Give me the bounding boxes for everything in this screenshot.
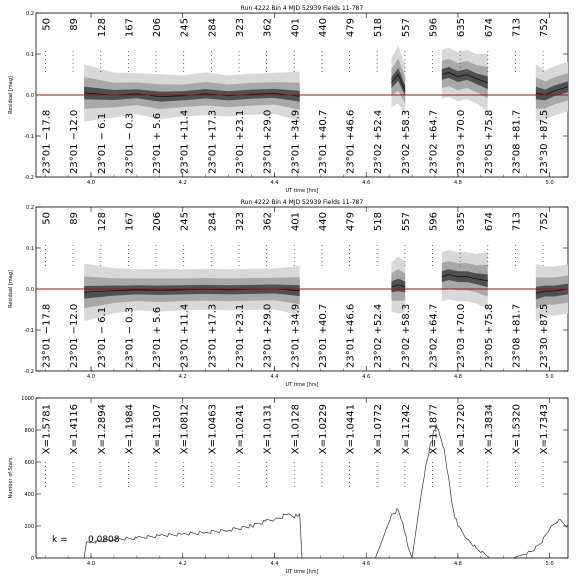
field-number-label: 128 bbox=[96, 212, 108, 232]
airmass-label: X=1.0241 bbox=[234, 404, 246, 455]
field-coordinate-label: 23°02 +52.4 bbox=[373, 303, 385, 368]
field-number-label: 323 bbox=[234, 18, 246, 38]
residual-core-band bbox=[391, 279, 405, 293]
field-number-label: 245 bbox=[179, 212, 191, 232]
field-number-label: 674 bbox=[483, 212, 495, 232]
field-number-label: 50 bbox=[41, 18, 53, 31]
x-tick-label: 5.0 bbox=[545, 180, 554, 186]
x-tick-label: 5.0 bbox=[545, 561, 554, 567]
y-tick-label: 0.0 bbox=[26, 287, 34, 293]
airmass-label: X=1.1307 bbox=[152, 404, 164, 455]
field-number-label: 245 bbox=[179, 18, 191, 38]
field-coordinate-label: 23°01 −12.0 bbox=[69, 109, 81, 174]
field-number-label: 206 bbox=[152, 212, 164, 232]
field-number-label: 479 bbox=[345, 212, 357, 232]
extinction-k-value: 0.0808 bbox=[88, 535, 120, 545]
x-tick-label: 4.4 bbox=[270, 561, 279, 567]
field-coordinate-label: 23°01 +23.1 bbox=[234, 109, 246, 174]
y-tick-label: 1000 bbox=[21, 396, 34, 402]
field-number-label: 557 bbox=[400, 212, 412, 232]
airmass-label: X=1.2894 bbox=[96, 404, 108, 455]
field-coordinate-label: 23°02 +64.7 bbox=[428, 303, 440, 368]
airmass-label: X=1.3834 bbox=[483, 403, 495, 455]
field-number-label: 362 bbox=[262, 18, 274, 38]
x-tick-label: 5.0 bbox=[545, 374, 554, 380]
field-coordinate-label: 23°02 +64.7 bbox=[428, 109, 440, 174]
field-number-label: 713 bbox=[511, 18, 523, 38]
field-coordinate-label: 23°01 +40.7 bbox=[317, 303, 329, 368]
x-tick-label: 4.6 bbox=[362, 374, 371, 380]
field-number-label: 713 bbox=[511, 212, 523, 232]
y-tick-label: -0.1 bbox=[24, 134, 34, 140]
y-axis-label: Residual [mag] bbox=[8, 76, 14, 114]
field-coordinate-label: 23°01 + 5.6 bbox=[152, 306, 164, 368]
field-coordinate-label: 23°03 +70.0 bbox=[456, 303, 468, 368]
field-coordinate-label: 23°01 +17.3 bbox=[207, 109, 219, 174]
y-tick-label: 400 bbox=[24, 492, 34, 498]
field-number-label: 752 bbox=[539, 212, 551, 232]
field-coordinate-label: 23°01 +29.0 bbox=[262, 109, 274, 174]
field-coordinate-label: 23°01 +40.7 bbox=[317, 109, 329, 174]
extinction-k-label: k = bbox=[52, 535, 68, 545]
airmass-label: X=1.5320 bbox=[511, 404, 523, 455]
field-number-label: 518 bbox=[373, 212, 385, 232]
airmass-label: X=1.0441 bbox=[345, 404, 357, 455]
field-coordinate-label: 23°01 +11.4 bbox=[179, 303, 191, 368]
x-tick-label: 4.6 bbox=[362, 561, 371, 567]
x-tick-label: 4.4 bbox=[270, 180, 279, 186]
y-tick-label: 0.1 bbox=[26, 52, 34, 58]
field-number-label: 557 bbox=[400, 18, 412, 38]
field-coordinate-label: 23°08 +81.7 bbox=[511, 109, 523, 174]
field-number-label: 284 bbox=[207, 212, 219, 232]
field-number-label: 479 bbox=[345, 18, 357, 38]
y-tick-label: -0.1 bbox=[24, 328, 34, 334]
x-tick-label: 4.0 bbox=[87, 180, 96, 186]
x-tick-label: 4.8 bbox=[453, 180, 462, 186]
airmass-label: X=1.0772 bbox=[373, 404, 385, 455]
x-tick-label: 4.2 bbox=[178, 374, 187, 380]
field-number-label: 518 bbox=[373, 18, 385, 38]
x-tick-label: 4.2 bbox=[178, 561, 187, 567]
field-number-label: 89 bbox=[69, 212, 81, 225]
x-axis-label: UT time [hrs] bbox=[285, 569, 319, 575]
airmass-label: X=1.0229 bbox=[317, 404, 329, 455]
airmass-label: X=1.1242 bbox=[400, 404, 412, 455]
field-coordinate-label: 23°05 +75.8 bbox=[483, 109, 495, 174]
y-tick-label: 0.2 bbox=[26, 11, 34, 17]
field-number-label: 89 bbox=[69, 18, 81, 31]
field-number-label: 596 bbox=[428, 212, 440, 232]
field-coordinate-label: 23°02 +58.3 bbox=[400, 109, 412, 174]
field-coordinate-label: 23°01 − 6.1 bbox=[96, 112, 108, 174]
airmass-label: X=1.1877 bbox=[428, 404, 440, 455]
y-tick-label: 0.1 bbox=[26, 246, 34, 252]
airmass-label: X=1.0128 bbox=[290, 404, 302, 455]
airmass-label: X=1.7343 bbox=[539, 404, 551, 455]
field-coordinate-label: 23°01 +34.9 bbox=[290, 303, 302, 368]
panel-title: Run 4222 Bin 4 MJD 52939 Fields 11-787 bbox=[240, 5, 364, 12]
field-coordinate-label: 23°01 +17.3 bbox=[207, 303, 219, 368]
y-tick-label: 0.0 bbox=[26, 93, 34, 99]
x-axis-label: UT time [hrs] bbox=[285, 188, 319, 194]
field-number-label: 401 bbox=[290, 18, 302, 38]
y-tick-label: 200 bbox=[24, 524, 34, 530]
field-coordinate-label: 23°01 +29.0 bbox=[262, 303, 274, 368]
x-tick-label: 4.0 bbox=[87, 374, 96, 380]
field-number-label: 440 bbox=[317, 18, 329, 38]
field-number-label: 323 bbox=[234, 212, 246, 232]
field-number-label: 362 bbox=[262, 212, 274, 232]
field-coordinate-label: 23°01 −12.0 bbox=[69, 303, 81, 368]
field-number-label: 167 bbox=[124, 18, 136, 38]
x-tick-label: 4.0 bbox=[87, 561, 96, 567]
x-tick-label: 4.8 bbox=[453, 561, 462, 567]
field-coordinate-label: 23°02 +58.3 bbox=[400, 303, 412, 368]
field-coordinate-label: 23°01 + 5.6 bbox=[152, 112, 164, 174]
field-coordinate-label: 23°01 −17.8 bbox=[41, 109, 53, 174]
field-number-label: 752 bbox=[539, 18, 551, 38]
field-number-label: 635 bbox=[456, 18, 468, 38]
field-coordinate-label: 23°05 +75.8 bbox=[483, 303, 495, 368]
field-coordinate-label: 23°30 +87.5 bbox=[539, 303, 551, 368]
field-coordinate-label: 23°08 +81.7 bbox=[511, 303, 523, 368]
field-number-label: 167 bbox=[124, 212, 136, 232]
airmass-label: X=1.1984 bbox=[124, 404, 136, 455]
airmass-label: X=1.4116 bbox=[69, 404, 81, 455]
field-number-label: 635 bbox=[456, 212, 468, 232]
airmass-label: X=1.2720 bbox=[456, 404, 468, 455]
field-coordinate-label: 23°02 +52.4 bbox=[373, 109, 385, 174]
field-number-label: 401 bbox=[290, 212, 302, 232]
field-coordinate-label: 23°01 +34.9 bbox=[290, 109, 302, 174]
x-axis-label: UT time [hrs] bbox=[285, 382, 319, 388]
star-count-panel bbox=[8, 396, 568, 575]
field-coordinate-label: 23°30 +87.5 bbox=[539, 109, 551, 174]
residual-panel-middle bbox=[8, 199, 568, 388]
field-coordinate-label: 23°01 +46.6 bbox=[345, 109, 357, 174]
x-tick-label: 4.2 bbox=[178, 180, 187, 186]
field-coordinate-label: 23°01 +23.1 bbox=[234, 303, 246, 368]
airmass-label: X=1.5781 bbox=[41, 404, 53, 455]
airmass-label: X=1.0812 bbox=[179, 404, 191, 455]
x-tick-label: 4.8 bbox=[453, 374, 462, 380]
field-coordinate-label: 23°03 +70.0 bbox=[456, 109, 468, 174]
field-number-label: 50 bbox=[41, 212, 53, 225]
field-number-label: 206 bbox=[152, 18, 164, 38]
y-tick-label: 0 bbox=[30, 556, 34, 562]
field-coordinate-label: 23°01 − 0.3 bbox=[124, 112, 136, 174]
residual-panel-top bbox=[8, 5, 568, 194]
field-number-label: 674 bbox=[483, 18, 495, 38]
y-tick-label: 0.2 bbox=[26, 205, 34, 211]
y-tick-label: -0.2 bbox=[24, 369, 34, 375]
y-tick-label: 800 bbox=[24, 428, 34, 434]
field-number-label: 128 bbox=[96, 18, 108, 38]
field-number-label: 440 bbox=[317, 212, 329, 232]
x-tick-label: 4.4 bbox=[270, 374, 279, 380]
airmass-label: X=1.0463 bbox=[207, 404, 219, 455]
y-tick-label: -0.2 bbox=[24, 175, 34, 181]
y-axis-label: Residual [mag] bbox=[8, 270, 14, 308]
field-number-label: 284 bbox=[207, 18, 219, 38]
field-coordinate-label: 23°01 − 6.1 bbox=[96, 306, 108, 368]
field-coordinate-label: 23°01 −17.8 bbox=[41, 303, 53, 368]
field-coordinate-label: 23°01 − 0.3 bbox=[124, 306, 136, 368]
y-axis-label: Number of Stars bbox=[8, 457, 14, 499]
y-tick-label: 600 bbox=[24, 460, 34, 466]
airmass-label: X=1.0131 bbox=[262, 404, 274, 455]
field-coordinate-label: 23°01 +11.4 bbox=[179, 109, 191, 174]
x-tick-label: 4.6 bbox=[362, 180, 371, 186]
field-coordinate-label: 23°01 +46.6 bbox=[345, 303, 357, 368]
field-number-label: 596 bbox=[428, 18, 440, 38]
panel-title: Run 4222 Bin 4 MJD 52939 Fields 11-787 bbox=[240, 199, 364, 206]
